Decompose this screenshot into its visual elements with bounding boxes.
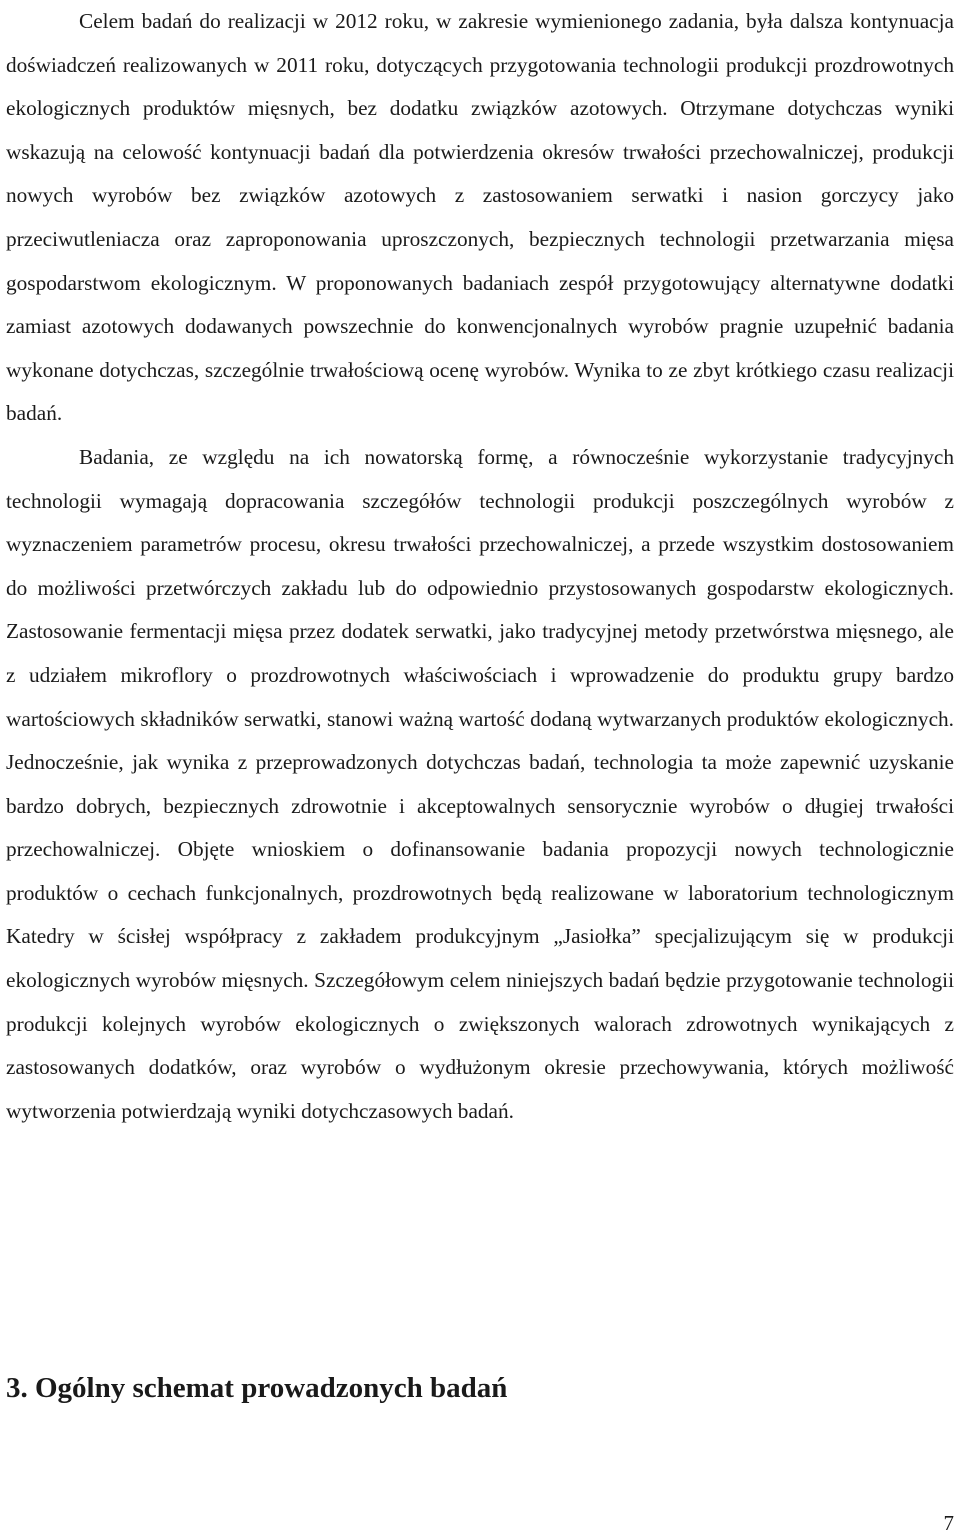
document-body — [6, 0, 954, 1133]
page-number: 7 — [943, 1511, 954, 1535]
paragraph-research-goal-2012: Celem badań do realizacji w 2012 roku, w zakresie wymienionego zadania, była dalsza kontynuacja doświadczeń realizowanych w 2011 roku, dotyczących przygotowania technologii produkcji prozdrowotnych ekologicznych produktów mięsnych, bez dodatku związków azotowych. Otrzymane dotychczas wyniki wskazują na celowość kontynuacji badań dla potwierdzenia okresów trwałości przechowalniczej, produkcji nowych wyrobów bez związków azotowych z zastosowaniem serwatki i nasion gorczycy jako przeciwutleniacza oraz zaproponowania uproszczonych, bezpiecznych technologii przetwarzania mięsa gospodarstwom ekologicznym. W proponowanych badaniach zespół przygotowujący alternatywne dodatki zamiast azotowych dodawanych powszechnie do konwencjonalnych wyrobów pragnie uzupełnić badania wykonane dotychczas, szczególnie trwałościową ocenę wyrobów. Wynika to ze zbyt krótkiego czasu realizacji badań. — [6, 9, 954, 426]
paragraph-research-methods: Badania, ze względu na ich nowatorską formę, a równocześnie wykorzystanie tradycyjnych technologii wymagają dopracowania szczegółów technologii produkcji poszczególnych wyrobów z wyznaczeniem parametrów procesu, okresu trwałości przechowalniczej, a przede wszystkim dostosowaniem do możliwości przetwórczych zakładu lub do odpowiednio przystosowanych gospodarstw ekologicznych. Zastosowanie fermentacji mięsa przez dodatek serwatki, jako tradycyjnej metody przetwórstwa mięsnego, ale z udziałem mikroflory o prozdrowotnych właściwościach i wprowadzenie do produktu grupy bardzo wartościowych składników serwatki, stanowi ważną wartość dodaną wytwarzanych produktów ekologicznych. Jednocześnie, jak wynika z przeprowadzonych dotychczas badań, technologia ta może zapewnić uzyskanie bardzo dobrych, bezpiecznych zdrowotnie i akceptowalnych sensorycznie wyrobów o długiej trwałości przechowalniczej. Objęte wnioskiem o dofinansowanie badania propozycji nowych technologicznie produktów o cechach funkcjonalnych, prozdrowotnych będą realizowane w laboratorium technologicznym Katedry w ścisłej współpracy z zakładem produkcyjnym „Jasiołka” specjalizującym się w produkcji ekologicznych wyrobów mięsnych. Szczegółowym celem niniejszych badań będzie przygotowanie technologii produkcji kolejnych wyrobów ekologicznych o zwiększonych walorach zdrowotnych wynikających z zastosowanych dodatków, oraz wyrobów o wydłużonym okresie przechowywania, których możliwość wytworzenia potwierdzają wyniki dotychczasowych badań. — [6, 444, 954, 1123]
section-heading: 3. Ogólny schemat prowadzonych badań — [6, 1372, 508, 1404]
